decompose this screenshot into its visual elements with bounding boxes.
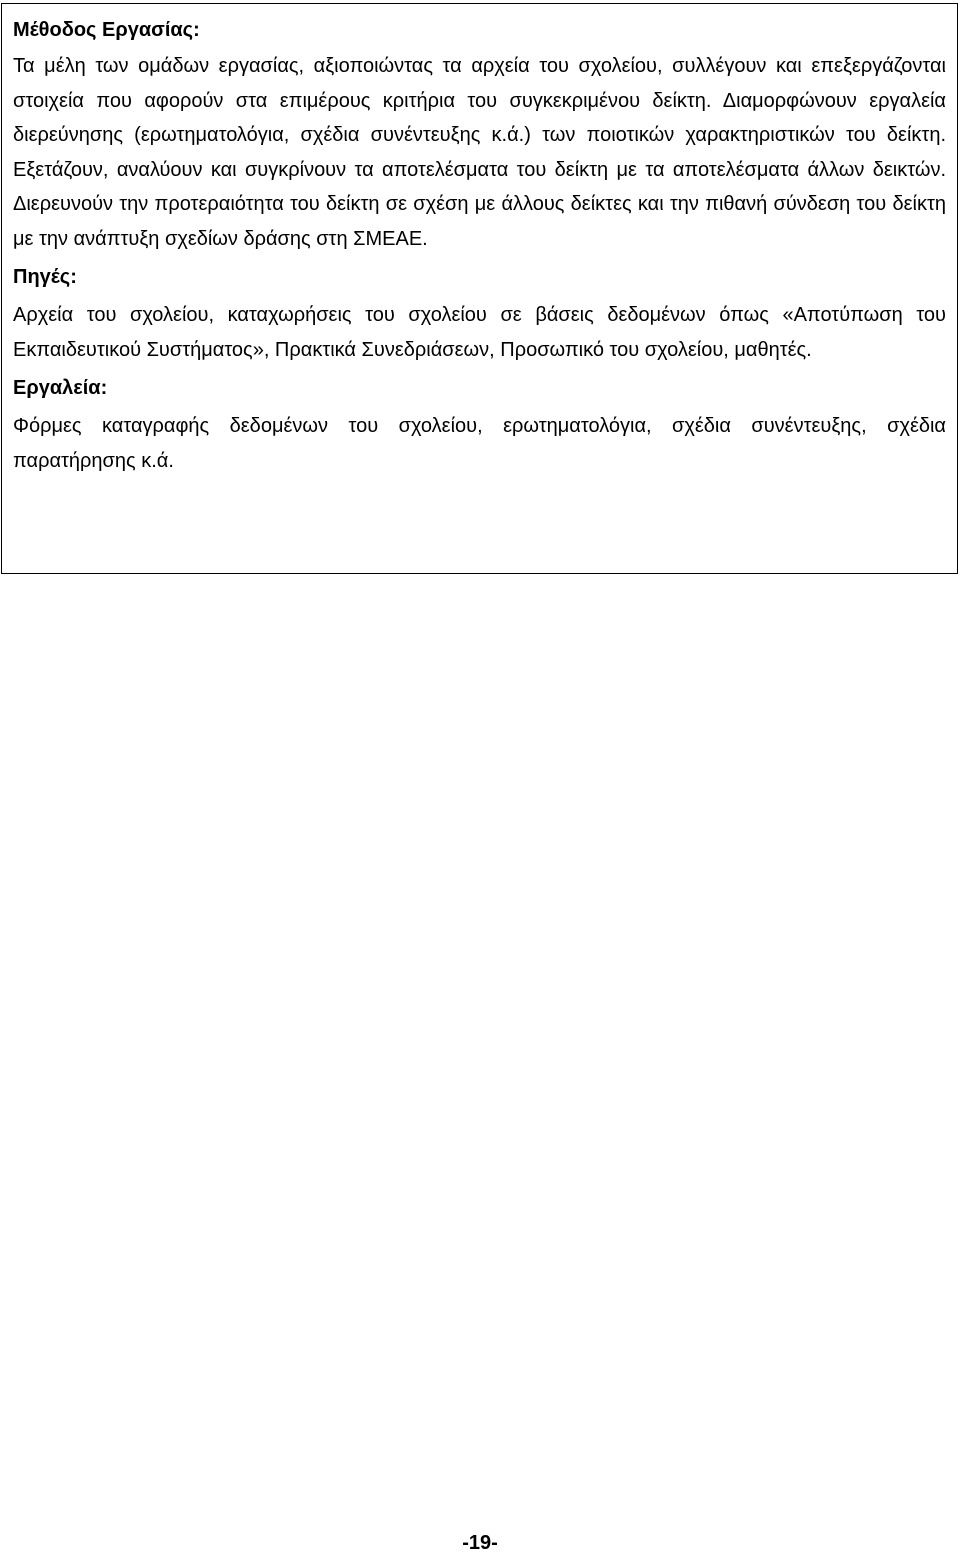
page-number: -19- (462, 1532, 498, 1554)
sources-text: Αρχεία του σχολείου, καταχωρήσεις του σχολείου σε βάσεις δεδομένων όπως «Αποτύπωση του Εκπαιδευτικού Συστήματος», Πρακτικά Συνεδριάσεων, Προσωπικό του σχολείου, μαθητές. (13, 304, 946, 361)
sources-heading: Πηγές: (13, 266, 77, 288)
method-text: Τα μέλη των ομάδων εργασίας, αξιοποιώντας τα αρχεία του σχολείου, συλλέγουν και επεξεργάζονται στοιχεία που αφορούν στα επιμέρους κριτήρια του συγκεκριμένου δείκτη. Διαμορφώνουν εργαλεία διερεύνησης (ερωτηματολόγια, σχέδια συνέντευξης κ.ά.) των ποιοτικών χαρακτηριστικών του δείκτη. Εξετάζουν, αναλύουν και συγκρίνουν τα αποτελέσματα του δείκτη με τα αποτελέσματα άλλων δεικτών. Διερευνούν την προτεραιότητα του δείκτη σε σχέση με άλλους δείκτες και την πιθανή σύνδεση του δείκτη με την ανάπτυξη σχεδίων δράσης στη ΣΜΕΑΕ. (13, 55, 946, 250)
method-heading: Μέθοδος Εργασίας: (13, 19, 200, 41)
tools-text: Φόρμες καταγραφής δεδομένων του σχολείου, ερωτηματολόγια, σχέδια συνέντευξης, σχέδια παρατήρησης κ.ά. (13, 415, 946, 472)
content-box (1, 3, 958, 574)
tools-heading: Εργαλεία: (13, 377, 108, 399)
